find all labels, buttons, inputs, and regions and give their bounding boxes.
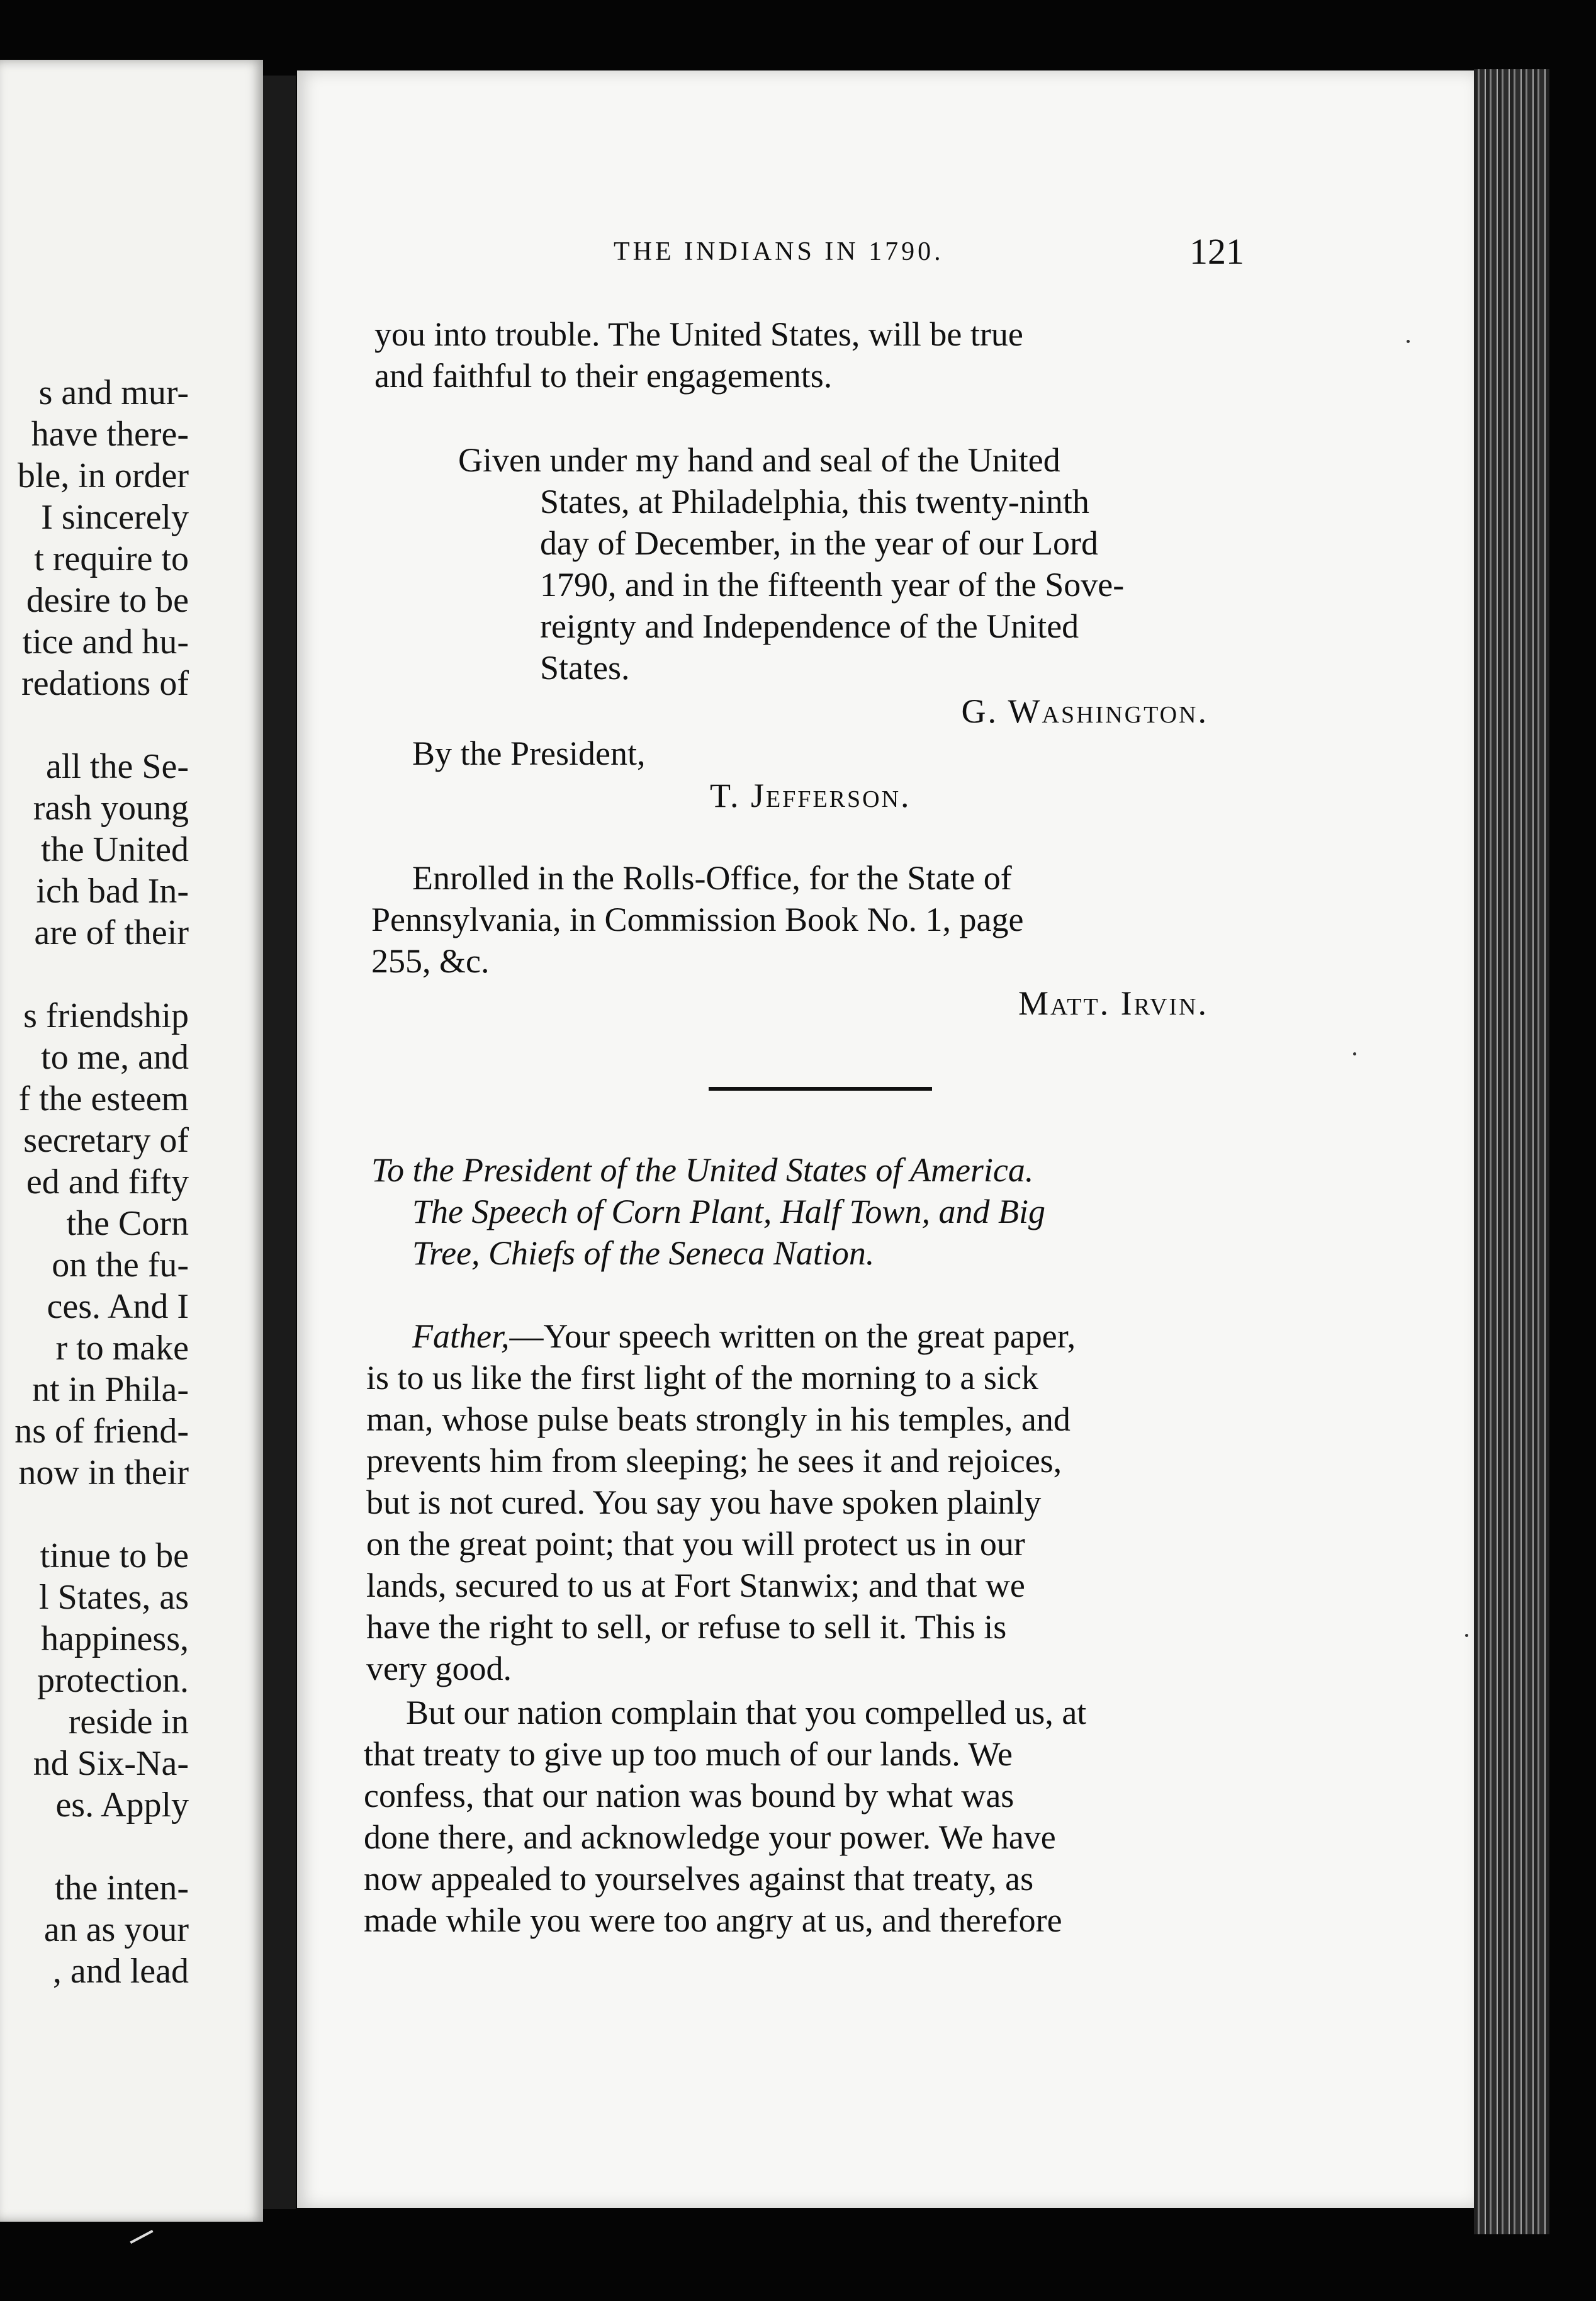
left-page-line: happiness, bbox=[41, 1619, 189, 1658]
left-page-line: I sincerely bbox=[41, 498, 189, 537]
enrolled-line: Enrolled in the Rolls-Office, for the State of bbox=[412, 859, 1012, 897]
left-page-line: t require to bbox=[34, 539, 189, 578]
left-page-line: es. Apply bbox=[55, 1786, 189, 1825]
paragraph-line: but is not cured. You say you have spoken plainly bbox=[366, 1483, 1042, 1521]
left-page-line: all the Se- bbox=[45, 747, 189, 786]
paragraph-line: confess, that our nation was bound by what was bbox=[364, 1777, 1014, 1814]
paragraph-line: man, whose pulse beats strongly in his temples, and bbox=[366, 1400, 1071, 1438]
page-edge bbox=[1474, 69, 1549, 2234]
speech-title-line: To the President of the United States of America. bbox=[371, 1151, 1034, 1189]
paragraph-line: now appealed to yourselves against that treaty, as bbox=[364, 1860, 1034, 1898]
irvin-signature: Matt. Irvin. bbox=[1018, 984, 1208, 1022]
washington-signature: G. Washington. bbox=[961, 692, 1208, 730]
left-page-line: l States, as bbox=[39, 1578, 189, 1617]
left-page-line: ces. And I bbox=[47, 1287, 189, 1326]
paragraph-line: that treaty to give up too much of our lands. We bbox=[364, 1735, 1013, 1773]
paragraph-line: lands, secured to us at Fort Stanwix; and that we bbox=[366, 1567, 1025, 1604]
book-gutter bbox=[263, 76, 296, 2209]
paragraph-line: But our nation complain that you compelled us, at bbox=[406, 1694, 1087, 1731]
section-divider bbox=[709, 1087, 932, 1091]
enrolled-line: Pennsylvania, in Commission Book No. 1, page bbox=[371, 901, 1024, 938]
paper-speck bbox=[1407, 340, 1410, 343]
left-page-line: nd Six-Na- bbox=[33, 1744, 189, 1783]
left-page-line: , and lead bbox=[52, 1952, 189, 1991]
left-page-line: r to make bbox=[55, 1329, 189, 1368]
given-line: States, at Philadelphia, this twenty-ninth bbox=[540, 483, 1089, 520]
left-page-line: f the esteem bbox=[18, 1079, 189, 1118]
left-page-line: secretary of bbox=[23, 1121, 189, 1160]
text-line: you into trouble. The United States, will be true bbox=[374, 315, 1023, 353]
paragraph-line: on the great point; that you will protect us in our bbox=[366, 1525, 1025, 1563]
left-page bbox=[0, 60, 263, 2222]
scan-mark bbox=[130, 2230, 153, 2244]
paragraph-line: done there, and acknowledge your power. We have bbox=[364, 1818, 1056, 1856]
left-page-line: to me, and bbox=[41, 1038, 189, 1077]
left-page-line: have there- bbox=[31, 415, 189, 454]
left-page-line: ich bad In- bbox=[36, 872, 189, 911]
speech-title-line: The Speech of Corn Plant, Half Town, and Big bbox=[412, 1193, 1046, 1230]
left-page-line: s and mur- bbox=[38, 373, 189, 412]
running-head: THE INDIANS IN 1790. bbox=[614, 237, 944, 266]
left-page-line: s friendship bbox=[23, 996, 189, 1035]
page-number: 121 bbox=[1189, 231, 1244, 272]
left-page-line: an as your bbox=[43, 1910, 189, 1949]
salutation: Father, bbox=[412, 1317, 510, 1355]
left-page-line: on the fu- bbox=[52, 1246, 189, 1285]
left-page-line: are of their bbox=[34, 913, 189, 952]
left-page-line: now in their bbox=[18, 1453, 189, 1492]
left-page-line: reside in bbox=[68, 1702, 189, 1741]
given-line: Given under my hand and seal of the United bbox=[458, 441, 1060, 479]
paragraph-line-rest: —Your speech written on the great paper, bbox=[509, 1317, 1076, 1355]
left-page-line: nt in Phila- bbox=[32, 1370, 189, 1409]
by-president-line: By the President, bbox=[412, 734, 646, 772]
left-page-line: desire to be bbox=[26, 581, 189, 620]
left-page-line: ed and fifty bbox=[26, 1162, 189, 1201]
left-page-line: tinue to be bbox=[40, 1536, 189, 1575]
given-line: 1790, and in the fifteenth year of the Sove- bbox=[540, 566, 1125, 604]
paragraph-line: have the right to sell, or refuse to sell it. This is bbox=[366, 1608, 1007, 1646]
paragraph-line: very good. bbox=[366, 1650, 512, 1687]
left-page-line: the United bbox=[41, 830, 189, 869]
left-page-line: ble, in order bbox=[17, 456, 189, 495]
text-line: and faithful to their engagements. bbox=[374, 357, 833, 395]
paragraph-line: prevents him from sleeping; he sees it and rejoices, bbox=[366, 1442, 1062, 1480]
given-line: States. bbox=[540, 649, 630, 687]
paper-speck bbox=[1465, 1634, 1468, 1637]
left-page-line: the Corn bbox=[66, 1204, 189, 1243]
given-line: reignty and Independence of the United bbox=[540, 607, 1079, 645]
paragraph-line bbox=[412, 1315, 1076, 1357]
left-page-line: redations of bbox=[21, 664, 189, 703]
speech-title-line: Tree, Chiefs of the Seneca Nation. bbox=[412, 1234, 875, 1272]
left-page-line: the inten- bbox=[54, 1869, 189, 1908]
left-page-line: rash young bbox=[33, 789, 189, 828]
enrolled-line: 255, &c. bbox=[371, 942, 490, 980]
left-page-line: protection. bbox=[37, 1661, 189, 1700]
left-page-line: tice and hu- bbox=[22, 622, 189, 661]
left-page-line: ns of friend- bbox=[14, 1412, 189, 1451]
jefferson-signature: T. Jefferson. bbox=[710, 777, 911, 814]
paragraph-line: is to us like the first light of the morning to a sick bbox=[366, 1359, 1038, 1397]
paragraph-line: made while you were too angry at us, and therefore bbox=[364, 1901, 1062, 1939]
given-line: day of December, in the year of our Lord bbox=[540, 524, 1098, 562]
paper-speck bbox=[1353, 1052, 1356, 1055]
